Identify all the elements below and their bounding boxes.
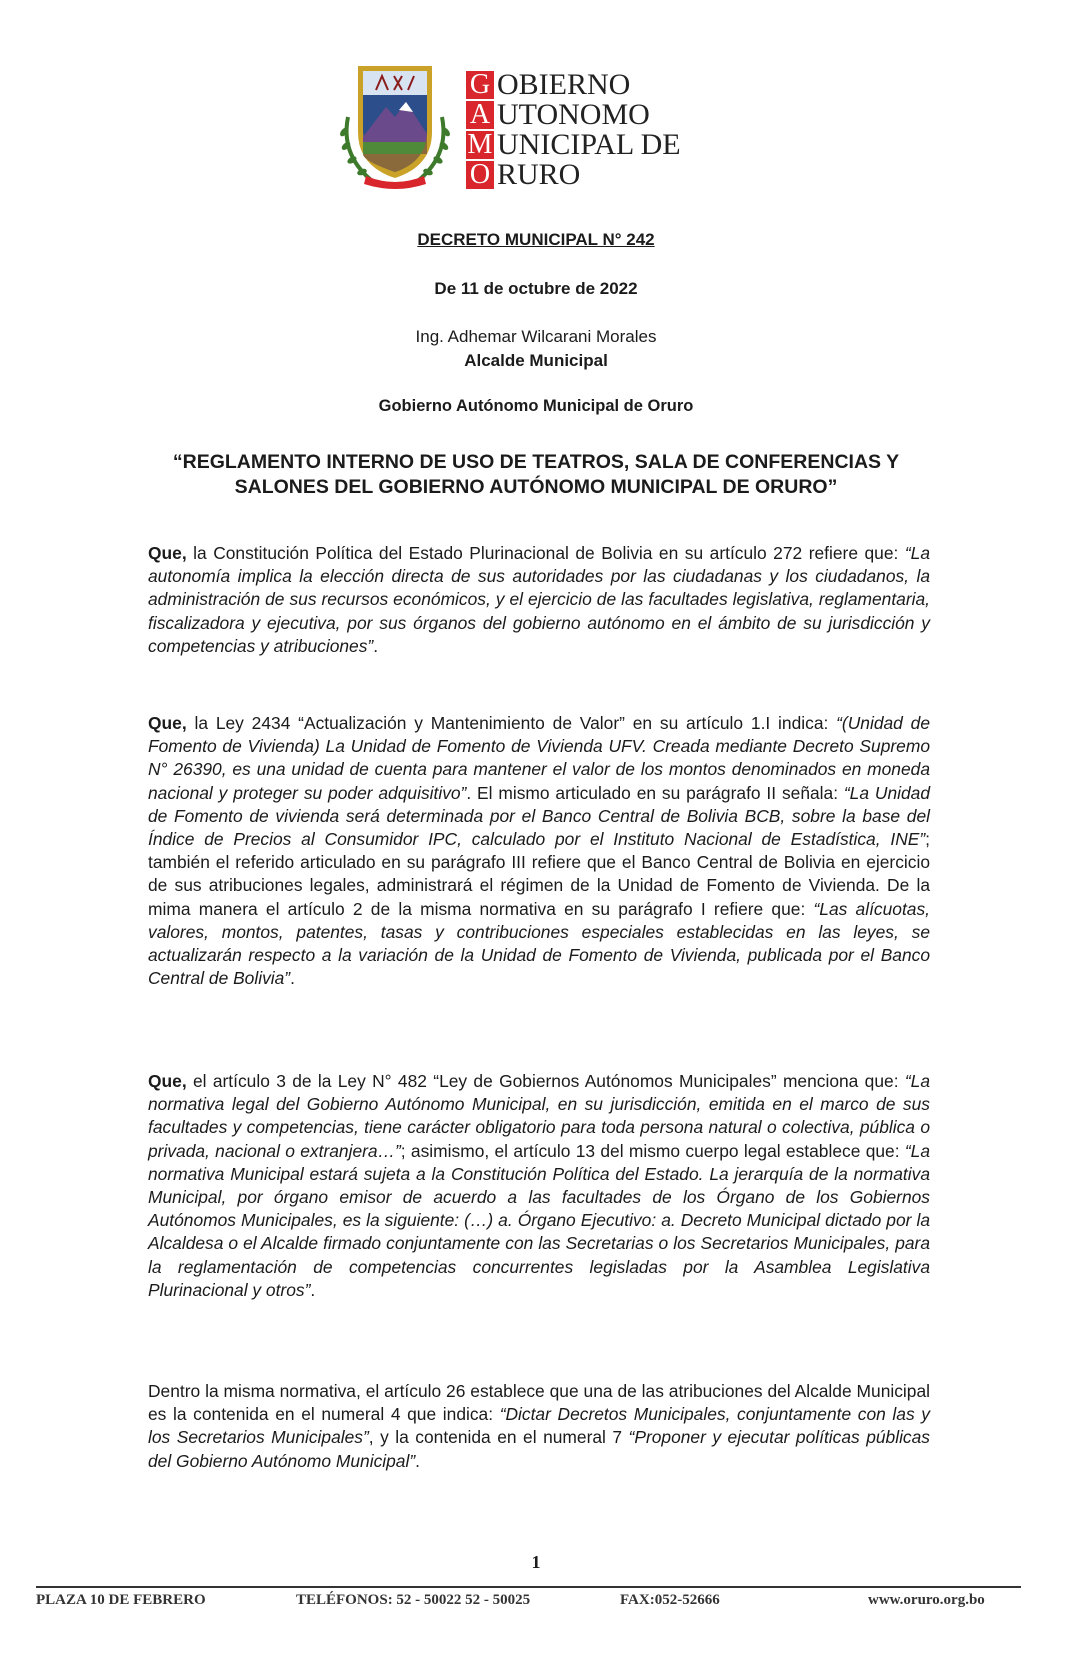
municipal-seal-icon xyxy=(336,62,454,192)
logotype xyxy=(466,70,681,190)
paragraph-article-26 xyxy=(148,1380,930,1473)
footer-address: PLAZA 10 DE FEBRERO xyxy=(36,1592,206,1608)
regulation-title xyxy=(0,450,1072,500)
mayor-name: Ing. Adhemar Wilcarani Morales xyxy=(415,327,657,346)
paragraph-constitution xyxy=(148,542,930,658)
paragraph-text: ; asimismo, el artículo 13 del mismo cuerpo legal establece que: xyxy=(400,1140,905,1161)
paragraph-text: . xyxy=(310,1279,316,1300)
logotype-word: UTONOMO xyxy=(497,98,650,131)
logotype-word: RURO xyxy=(497,158,581,191)
paragraph-text: . El mismo articulado en su parágrafo II señala: xyxy=(466,782,844,803)
government-name: Gobierno Autónomo Municipal de Oruro xyxy=(378,397,694,415)
paragraph-text: . xyxy=(415,1450,420,1471)
logotype-initial: M xyxy=(467,129,493,160)
mayor-title: Alcalde Municipal xyxy=(464,351,608,370)
regulation-title-line: SALONES DEL GOBIERNO AUTÓNOMO MUNICIPAL DE ORURO” xyxy=(234,476,838,498)
logotype-line xyxy=(466,70,681,100)
paragraph-text: la Ley 2434 “Actualización y Mantenimiento de Valor” en su artículo 1.I indica: xyxy=(186,713,837,733)
paragraph-text: , y la contenida en el numeral 7 xyxy=(368,1427,629,1448)
paragraph-quote: “Dictar Decretos Municipales, conjuntamente con las y los Secretarios Municipales” xyxy=(148,1404,930,1448)
paragraph-quote: “Proponer y ejecutar políticas públicas del Gobierno Autónomo Municipal” xyxy=(148,1427,930,1471)
logotype-initial: A xyxy=(466,101,494,129)
logotype-initial: G xyxy=(466,71,494,99)
paragraph-quote: “La normativa Municipal estará sujeta a la Constitución Política del Estado. La jerarquía de la normativa Municipal, por órgano emisor de acuerdo a las facultades de los Órgano de los Gobiernos Autónomos Municipales, es la siguiente: (…) a. Órgano Ejecutivo: a. Decreto Municipal dictado por la Alcaldesa o el Alcalde firmado conjuntamente con las Secretarias o los Secretarios Municipales, para la reglamentación de competencias concurrentes legisladas por la Asamblea Legislativa Plurinacional y otros” xyxy=(148,1140,930,1300)
paragraph-lead: Que, xyxy=(148,713,187,733)
regulation-title-line: “REGLAMENTO INTERNO DE USO DE TEATROS, SALA DE CONFERENCIAS Y xyxy=(172,451,900,473)
footer-divider xyxy=(36,1586,1021,1588)
paragraph-text: . xyxy=(373,635,379,656)
footer-website: www.oruro.org.bo xyxy=(868,1592,985,1608)
paragraph-lead: Que, xyxy=(148,1071,187,1091)
paragraph-text: . xyxy=(290,968,295,989)
decree-date: De 11 de octubre de 2022 xyxy=(434,279,638,298)
logotype-line xyxy=(466,100,681,130)
paragraph-quote: “(Unidad de Fomento de Vivienda) La Unidad de Fomento de Vivienda UFV. Creada mediante Decreto Supremo N° 26390, es una unidad de cuenta para mantener el valor de los montos denominados en moneda nacional y proteger su poder adquisitivo” xyxy=(148,713,930,803)
paragraph-text: la Constitución Política del Estado Plurinacional de Bolivia en su artículo 272 refiere que: xyxy=(186,543,905,563)
paragraph-law-2434 xyxy=(148,712,930,990)
paragraph-text: Dentro la misma normativa, el artículo 26 establece que una de las atribuciones del Alcalde Municipal es la contenida en el numeral 4 que indica: xyxy=(148,1381,930,1425)
paragraph-text: ; también el referido articulado en su parágrafo III refiere que el Banco Central de Bolivia en ejercicio de sus atribuciones legales, administrará el régimen de la Unidad de Fomento de Vivienda. De la mima manera el artículo 2 de la misma normativa en su parágrafo I refiere que: xyxy=(148,829,930,919)
logotype-word: OBIERNO xyxy=(497,68,631,101)
paragraph-quote: “Las alícuotas, valores, montos, patentes, tasas y contribuciones especiales establecidas en las leyes, se actualizarán respecto a la variación de la Unidad de Fomento de Vivienda, publicada por el Banco Central de Bolivia” xyxy=(148,898,930,989)
logotype-word: UNICIPAL DE xyxy=(497,128,681,161)
paragraph-text: el artículo 3 de la Ley N° 482 “Ley de Gobiernos Autónomos Municipales” menciona que: xyxy=(186,1071,905,1091)
letterhead xyxy=(336,62,736,192)
paragraph-lead: Que, xyxy=(148,543,187,563)
paragraph-law-482 xyxy=(148,1070,930,1302)
paragraph-quote: “La normativa legal del Gobierno Autónomo Municipal, en su jurisdicción, emitida en el marco de sus facultades y competencias, tiene carácter obligatorio para toda persona natural o colectiva, pública o privada, nacional o extranjera…” xyxy=(148,1071,930,1161)
logotype-initial: O xyxy=(466,161,494,189)
page-number: 1 xyxy=(531,1552,541,1572)
footer-phones: TELÉFONOS: 52 - 50022 52 - 50025 xyxy=(296,1592,531,1608)
paragraph-quote: “La Unidad de Fomento de vivienda será determinada por el Banco Central de Bolivia BCB, sobre la base del Índice de Precios al Consumidor IPC, calculado por el Instituto Nacional de Estadística, INE” xyxy=(148,782,930,850)
decree-number: DECRETO MUNICIPAL N° 242 xyxy=(417,230,655,249)
paragraph-quote: “La autonomía implica la elección directa de sus autoridades por las ciudadanas y los ciudadanos, la administración de sus recursos económicos, y el ejercicio de las facultades legislativa, reglamentaria, fiscalizadora y ejecutiva, por sus órganos del gobierno autónomo en el ámbito de su jurisdicción y competencias y atribuciones” xyxy=(148,543,930,656)
logotype-line xyxy=(466,160,681,190)
footer-fax: FAX:052-52666 xyxy=(620,1592,720,1608)
logotype-line xyxy=(466,130,681,160)
